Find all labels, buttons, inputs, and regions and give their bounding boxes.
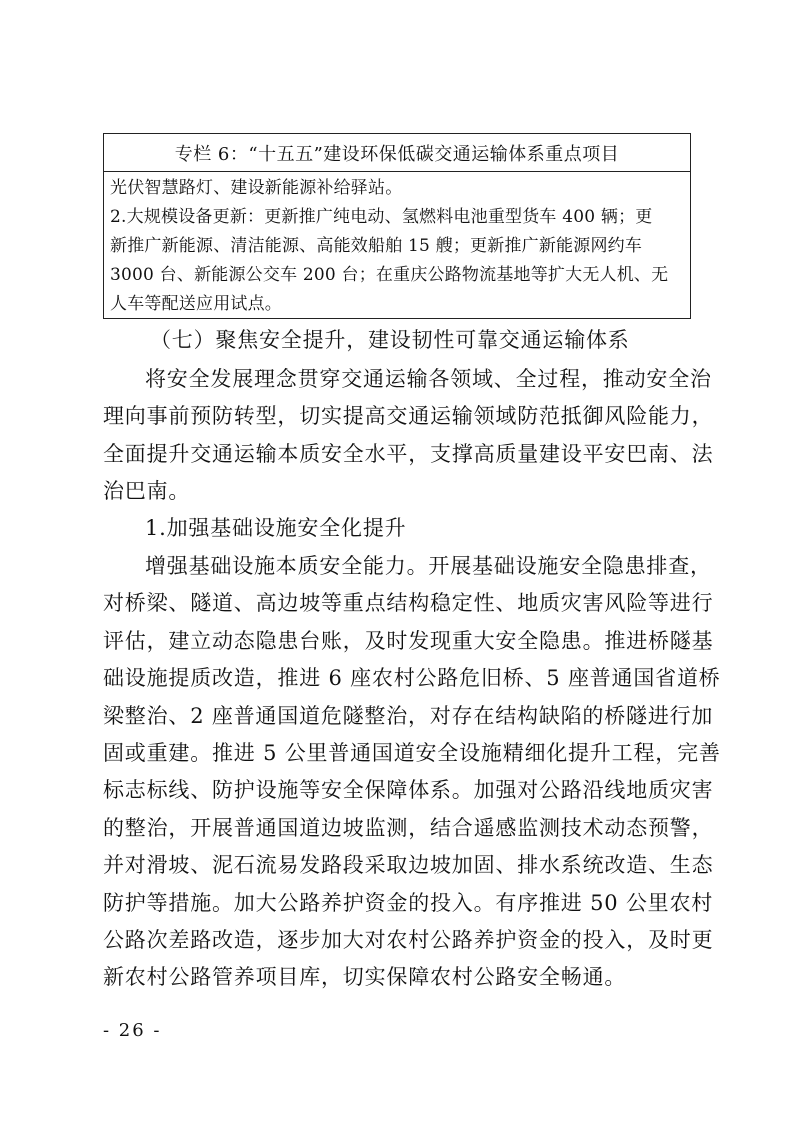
box-line: 3000 台、新能源公交车 200 台；在重庆公路物流基地等扩大无人机、无	[110, 265, 669, 285]
box-line: 人车等配送应用试点。	[110, 294, 282, 314]
text-line: 固或重建。推进 5 公里普通国道安全设施精细化提升工程，完善	[103, 740, 721, 765]
text-line: 并对滑坡、泥石流易发路段采取边坡加固、排水系统改造、生态	[103, 853, 714, 878]
text-line: 公路次差路改造，逐步加大对农村公路养护资金的投入，及时更	[103, 927, 714, 952]
box-title: 专栏 6：“十五五”建设环保低碳交通运输体系重点项目	[104, 134, 690, 172]
text-line: 将安全发展理念贯穿交通运输各领域、全过程，推动安全治	[145, 367, 712, 391]
text-line: 治巴南。	[103, 479, 191, 504]
text-line: 防护等措施。加大公路养护资金的投入。有序推进 50 公里农村	[103, 890, 714, 915]
text-line: 标志标线、防护设施等安全保障体系。加强对公路沿线地质灾害	[103, 778, 714, 803]
page-number: - 26 -	[103, 1020, 162, 1041]
box-body	[104, 172, 690, 319]
box-line: 新推广新能源、清洁能源、高能效船舶 15 艘；更新推广新能源网约车	[110, 236, 643, 256]
text-line: 新农村公路管养项目库，切实保障农村公路安全畅通。	[103, 965, 627, 990]
box-line: 光伏智慧路灯、建设新能源补给驿站。	[110, 178, 403, 198]
text-line: 理向事前预防转型，切实提高交通运输领域防范抵御风险能力，	[103, 404, 714, 429]
text-line: 梁整治、2 座普通国道危隧整治，对存在结构缺陷的桥隧进行加	[103, 703, 714, 728]
text-line: 增强基础设施本质安全能力。开展基础设施安全隐患排查，	[145, 554, 712, 578]
subheading: 1.加强基础设施安全化提升	[145, 516, 407, 540]
text-line: 对桥梁、隧道、高边坡等重点结构稳定性、地质灾害风险等进行	[103, 591, 714, 616]
text-line: 础设施提质改造，推进 6 座农村公路危旧桥、5 座普通国省道桥	[103, 666, 721, 691]
paragraph-2	[103, 548, 721, 997]
text-line: 全面提升交通运输本质安全水平，支撑高质量建设平安巴南、法	[103, 441, 714, 466]
project-box	[103, 133, 691, 319]
text-line: 的整治，开展普通国道边坡监测，结合遥感监测技术动态预警，	[103, 815, 714, 840]
text-line: 评估，建立动态隐患台账，及时发现重大安全隐患。推进桥隧基	[103, 628, 714, 653]
box-line: 2.大规模设备更新：更新推广纯电动、氢燃料电池重型货车 400 辆；更	[110, 207, 653, 227]
section-heading: （七）聚焦安全提升，建设韧性可靠交通运输体系	[150, 328, 630, 352]
paragraph-1	[103, 361, 714, 511]
subheading-block	[103, 510, 703, 547]
